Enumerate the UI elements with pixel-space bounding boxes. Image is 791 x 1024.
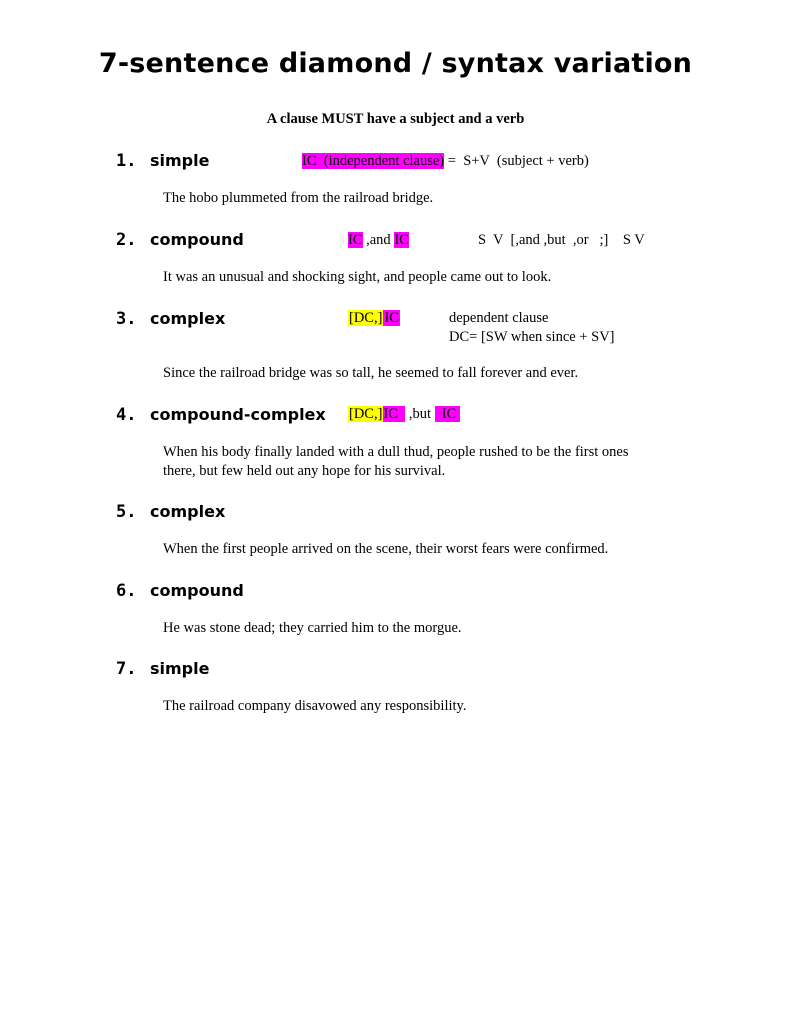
conjunction: ,but [405, 406, 435, 422]
example-sentence: It was an unusual and shocking sight, and people came out to look. [163, 269, 552, 285]
independent-clause-label: IC [394, 232, 409, 248]
formula-text: = S+V (subject + verb) [444, 153, 589, 169]
sentence-type: simple [150, 151, 210, 170]
item-number: 2. [116, 230, 137, 250]
independent-clause-label: IC [383, 406, 406, 422]
example-sentence: Since the railroad bridge was so tall, he seemed to fall forever and ever. [163, 365, 579, 381]
sentence-type: complex [150, 309, 226, 328]
dependent-clause-note: dependent clause [449, 310, 549, 326]
item-number: 3. [116, 309, 137, 329]
example-sentence-line-2: there, but few held out any hope for his survival. [163, 463, 446, 479]
dependent-clause-formula: DC= [SW when since + SV] [449, 329, 615, 345]
sentence-type: simple [150, 659, 210, 678]
sentence-type: compound-complex [150, 405, 326, 424]
formula [348, 310, 400, 327]
independent-clause-label: IC [348, 232, 363, 248]
formula [348, 406, 460, 423]
independent-clause-label: IC [434, 406, 460, 422]
sentence-type: compound [150, 230, 244, 249]
conjunction: ,and [362, 232, 395, 248]
formula [348, 232, 409, 249]
independent-clause-label: IC [384, 310, 399, 326]
sentence-type: complex [150, 502, 226, 521]
example-sentence-line-1: When his body finally landed with a dull thud, people rushed to be the first ones [163, 444, 629, 460]
dependent-clause-label: [DC,] [349, 310, 383, 326]
page-title: 7-sentence diamond / syntax variation [98, 48, 693, 79]
dependent-clause-label: [DC,] [349, 406, 383, 422]
example-sentence: The hobo plummeted from the railroad bridge. [163, 190, 434, 206]
item-number: 7. [116, 659, 137, 679]
page-subtitle: A clause MUST have a subject and a verb [266, 111, 525, 127]
example-sentence: When the first people arrived on the scene, their worst fears were confirmed. [163, 541, 609, 557]
item-number: 4. [116, 405, 137, 425]
example-sentence: The railroad company disavowed any responsibility. [163, 698, 467, 714]
example-sentence: He was stone dead; they carried him to the morgue. [163, 620, 462, 636]
independent-clause-label: IC (independent clause) [302, 153, 445, 169]
pattern: S V [,and ,but ,or ;] S V [478, 232, 645, 248]
item-number: 5. [116, 502, 137, 522]
formula [302, 153, 589, 170]
item-number: 6. [116, 581, 137, 601]
sentence-type: compound [150, 581, 244, 600]
item-number: 1. [116, 151, 137, 171]
